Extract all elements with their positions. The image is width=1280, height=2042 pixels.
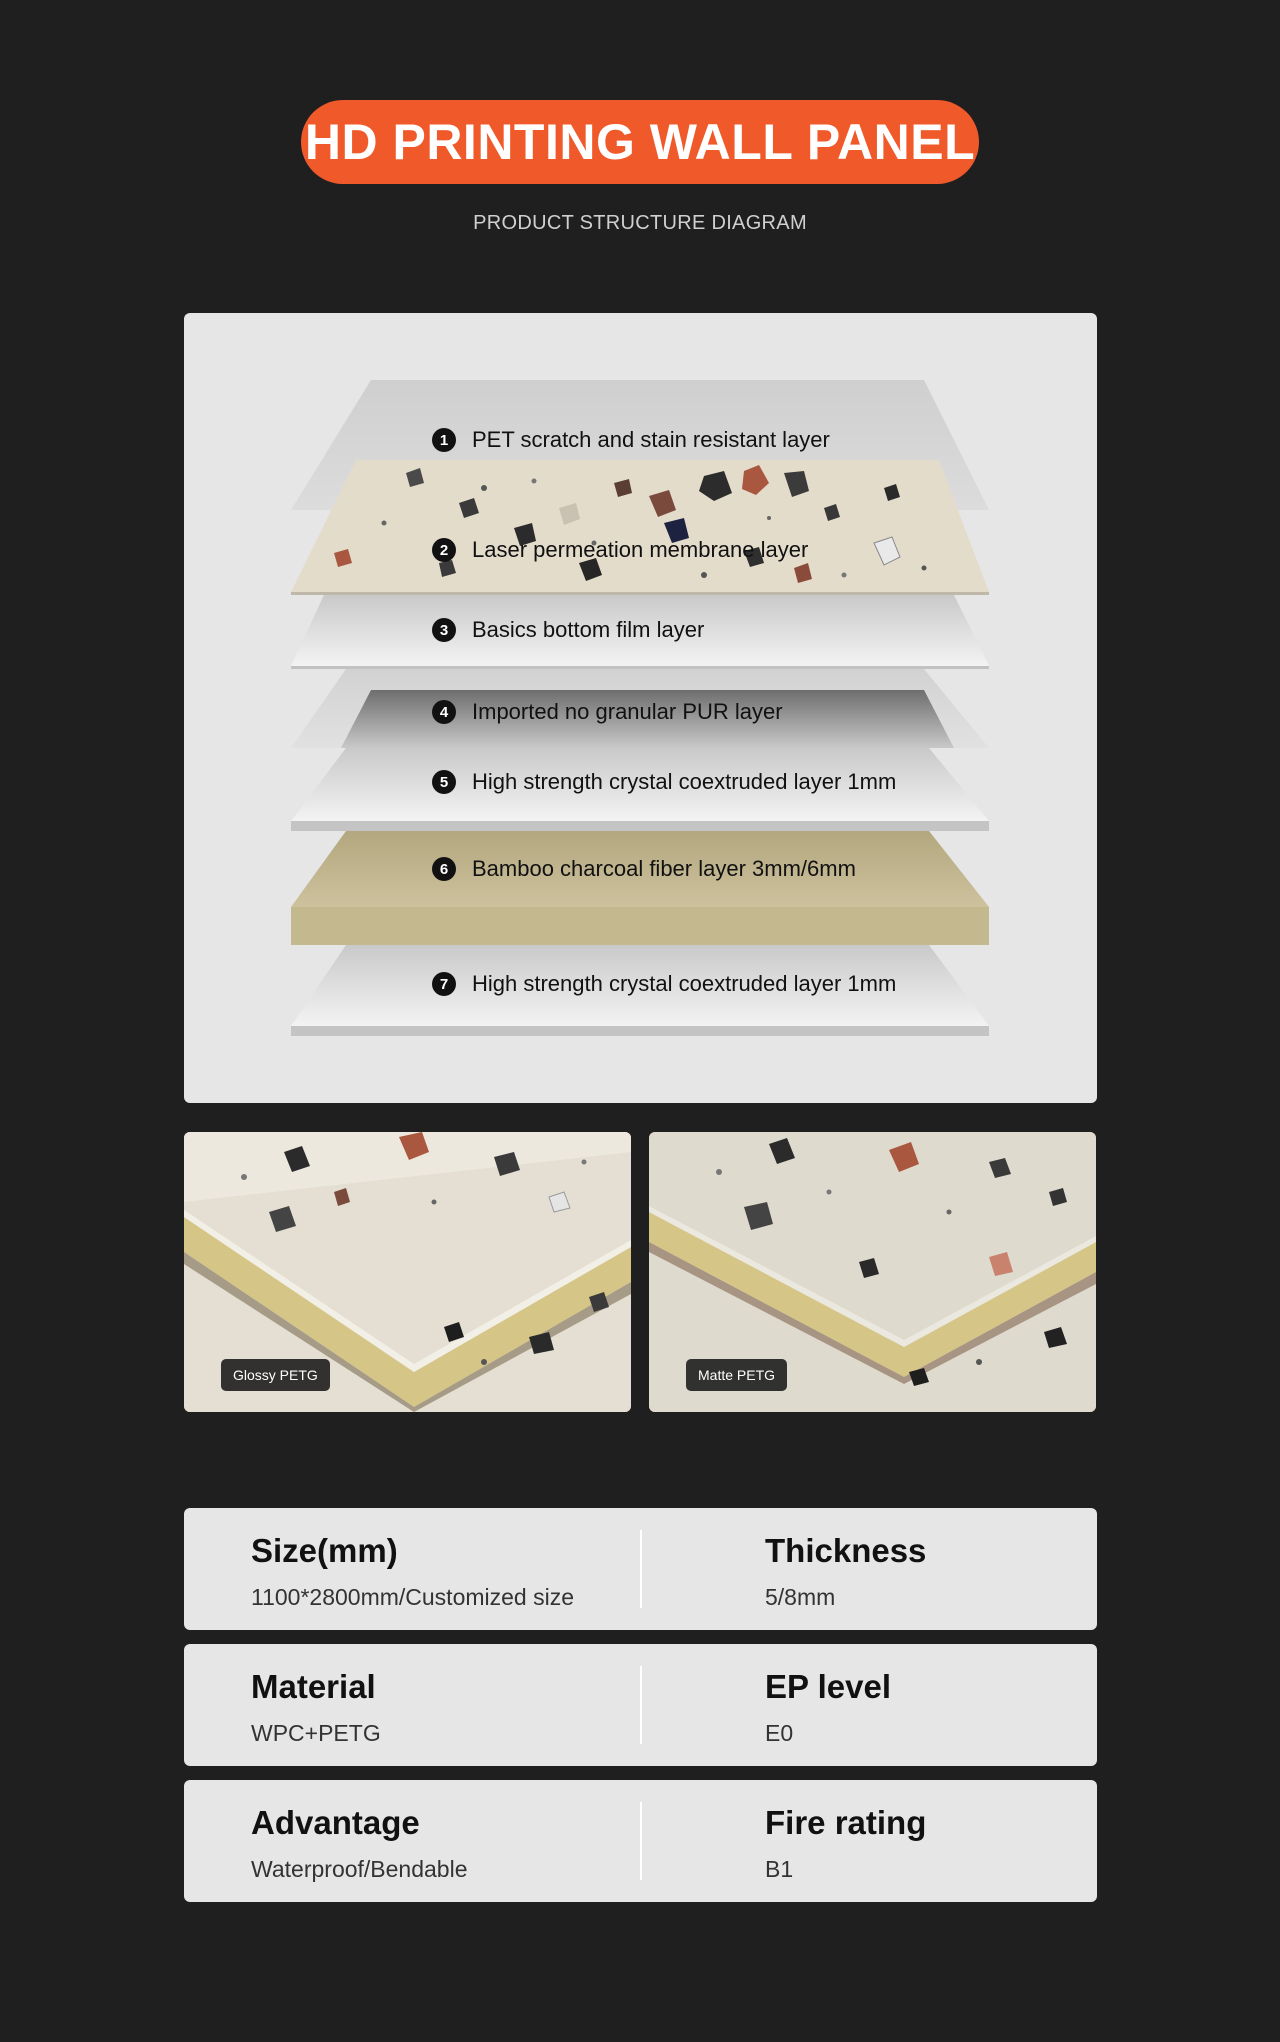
structure-diagram: [184, 313, 1097, 1103]
page-title-banner: [301, 100, 979, 184]
spec-fire-value: B1: [765, 1856, 794, 1882]
sample-matte-label: Matte PETG: [686, 1359, 787, 1391]
layer-4-text: Imported no granular PUR layer: [472, 699, 783, 724]
page-title: HD PRINTING WALL PANEL: [304, 114, 976, 170]
layer-6-number: 6: [432, 857, 456, 881]
spec-divider: [640, 1530, 642, 1608]
layer-1-text: PET scratch and stain resistant layer: [472, 427, 830, 452]
spec-card-material-ep: [184, 1644, 1097, 1766]
layer-2-label: [432, 535, 808, 565]
layer-2-shape: [291, 460, 989, 592]
sample-matte-image: [649, 1132, 1096, 1412]
layer-5-text: High strength crystal coextruded layer 1mm: [472, 769, 897, 794]
layer-5-label: [432, 767, 896, 797]
layer-7-text: High strength crystal coextruded layer 1mm: [472, 971, 897, 996]
spec-size-value: 1100*2800mm/Customized size: [251, 1584, 575, 1610]
sample-glossy-image: [184, 1132, 631, 1412]
layer-1-number: 1: [432, 428, 456, 452]
spec-advantage-title: Advantage: [251, 1804, 420, 1841]
layer-5-number: 5: [432, 770, 456, 794]
layer-3-text: Basics bottom film layer: [472, 617, 705, 642]
spec-size-title: Size(mm): [251, 1532, 398, 1569]
spec-divider: [640, 1802, 642, 1880]
layer-6-label: [432, 854, 856, 884]
layer-7-number: 7: [432, 972, 456, 996]
layer-2-text: Laser permeation membrane layer: [472, 537, 809, 562]
layer-5-edge: [291, 821, 989, 831]
spec-ep-title: EP level: [765, 1668, 891, 1705]
layer-7-label: [432, 969, 896, 999]
layer-6-text: Bamboo charcoal fiber layer 3mm/6mm: [472, 856, 856, 881]
layer-3-edge: [291, 666, 989, 669]
layer-2-edge: [291, 592, 989, 595]
layer-6-edge: [291, 907, 989, 945]
spec-fire-title: Fire rating: [765, 1804, 927, 1841]
spec-thickness-title: Thickness: [765, 1532, 927, 1569]
page-subtitle: PRODUCT STRUCTURE DIAGRAM: [473, 212, 807, 234]
layer-7-edge: [291, 1026, 989, 1036]
layer-1-label: [432, 425, 830, 455]
layer-3-label: [432, 615, 704, 645]
spec-thickness-value: 5/8mm: [765, 1584, 836, 1610]
spec-material-value: WPC+PETG: [251, 1720, 381, 1746]
spec-advantage-value: Waterproof/Bendable: [251, 1856, 468, 1882]
spec-material-title: Material: [251, 1668, 376, 1705]
layer-3-number: 3: [432, 618, 456, 642]
sample-glossy-label: Glossy PETG: [221, 1359, 330, 1391]
spec-ep-value: E0: [765, 1720, 794, 1746]
layer-4-label: [432, 697, 783, 727]
layer-2-number: 2: [432, 538, 456, 562]
layer-4-number: 4: [432, 700, 456, 724]
spec-card-advantage-fire: [184, 1780, 1097, 1902]
spec-card-size-thickness: [184, 1508, 1097, 1630]
spec-divider: [640, 1666, 642, 1744]
